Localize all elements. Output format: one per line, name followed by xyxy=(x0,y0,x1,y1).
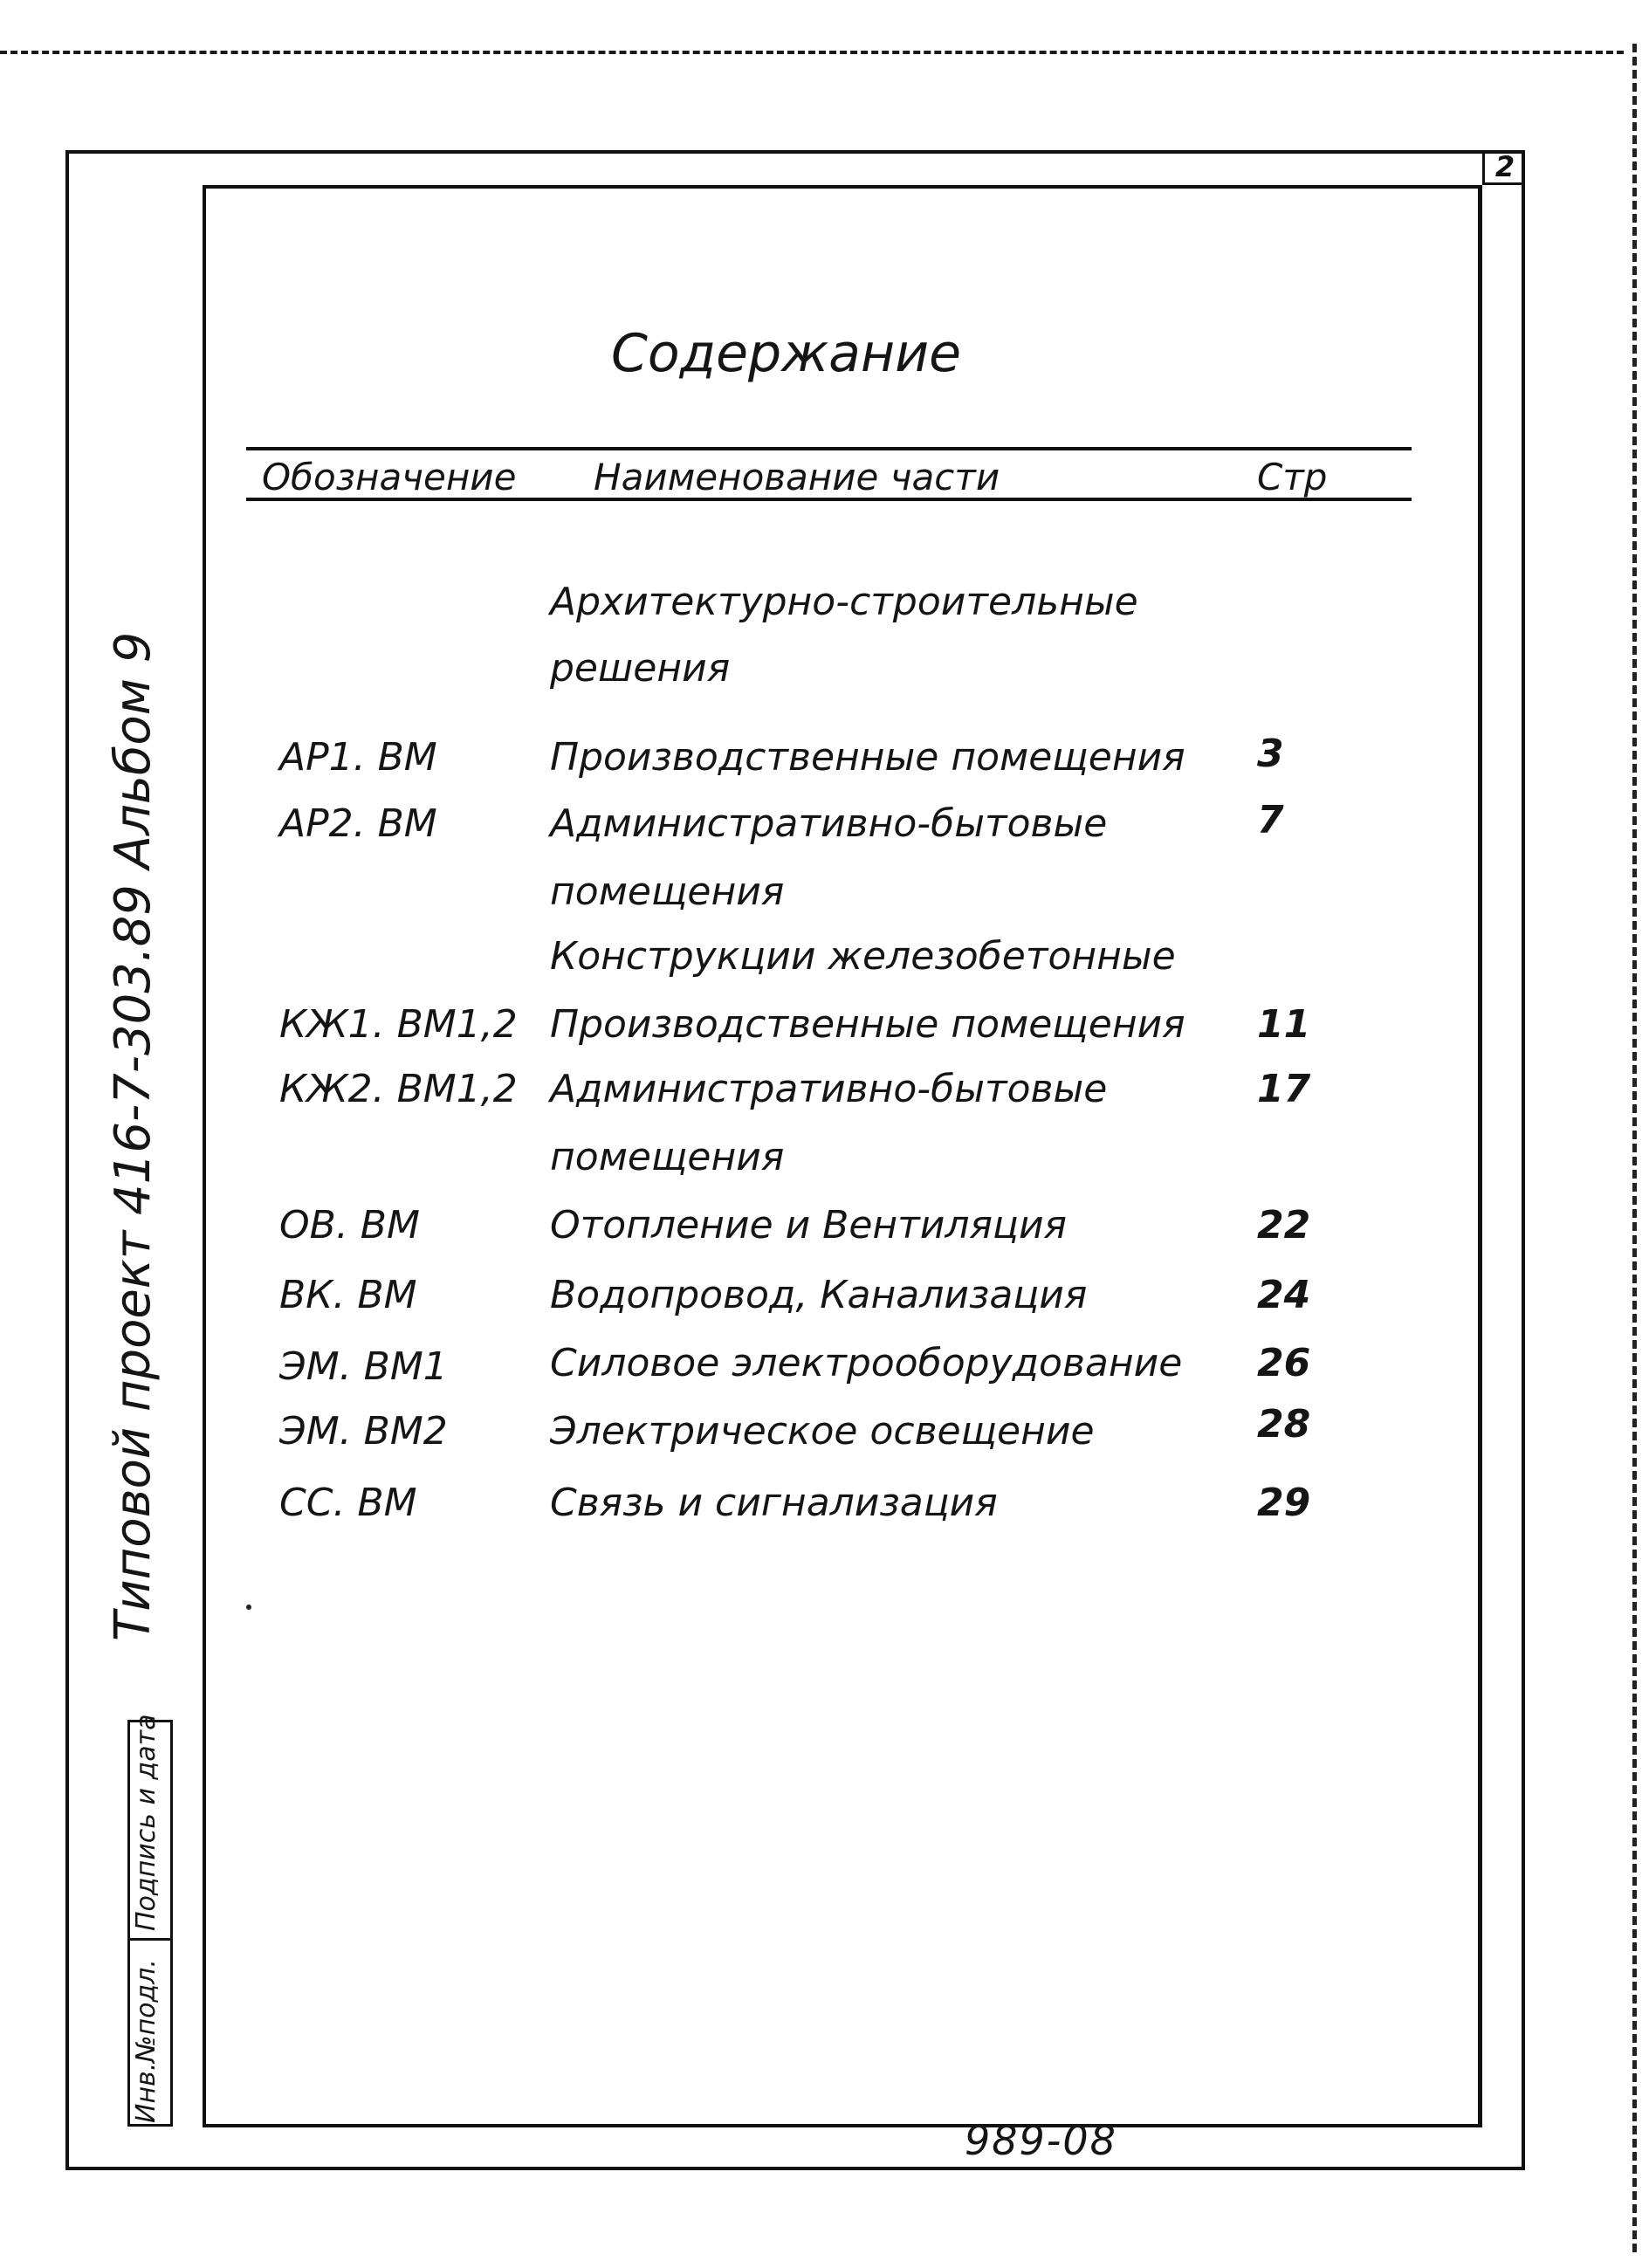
row-name: Административно-бытовые xyxy=(550,1067,1108,1111)
document-number: 989-08 xyxy=(965,2117,1117,2164)
row-name: Конструкции железобетонные xyxy=(550,934,1176,979)
row-code: КЖ1. ВМ1,2 xyxy=(279,1002,518,1047)
row-name: Электрическое освещение xyxy=(550,1409,1095,1454)
signature-label: Подпись и дата xyxy=(131,1714,161,1931)
page-title: Содержание xyxy=(611,323,962,384)
row-code: АР1. ВМ xyxy=(279,735,437,780)
row-name: Архитектурно-строительные xyxy=(550,580,1138,624)
row-code: ОВ. ВМ xyxy=(279,1203,420,1247)
row-name: Силовое электрооборудование xyxy=(550,1341,1183,1385)
row-page: 3 xyxy=(1257,732,1284,776)
row-name: решения xyxy=(550,646,731,691)
header-top-rule xyxy=(246,447,1412,450)
row-page: 29 xyxy=(1257,1481,1311,1525)
inventory-label: Инв.№подл. xyxy=(131,1959,161,2123)
row-name: Связь и сигнализация xyxy=(550,1481,998,1525)
row-name: Водопровод, Канализация xyxy=(550,1273,1088,1317)
row-name: помещения xyxy=(550,1135,785,1179)
row-page: 7 xyxy=(1257,798,1284,842)
side-project-label: Типовой проект 416-7-303.89 Альбом 9 xyxy=(105,631,161,1641)
row-name: помещения xyxy=(550,869,785,914)
row-name: Административно-бытовые xyxy=(550,801,1108,846)
header-page: Стр xyxy=(1257,456,1328,498)
row-name: Отопление и Вентиляция xyxy=(550,1203,1068,1247)
row-code: ЭМ. ВМ2 xyxy=(279,1409,448,1454)
header-name: Наименование части xyxy=(594,456,1000,498)
row-code: КЖ2. ВМ1,2 xyxy=(279,1067,518,1111)
row-code: СС. ВМ xyxy=(279,1481,417,1525)
scan-top-dashed-line xyxy=(0,51,1624,54)
scan-right-edge-line xyxy=(1632,44,1637,2252)
row-page: 11 xyxy=(1257,1002,1311,1047)
row-page: 22 xyxy=(1257,1203,1311,1247)
row-code: ВК. ВМ xyxy=(279,1273,417,1317)
page-number-box xyxy=(1482,150,1525,185)
header-designation: Обозначение xyxy=(262,456,517,498)
row-name: Производственные помещения xyxy=(550,735,1185,780)
row-page: 24 xyxy=(1257,1273,1311,1317)
row-name: Производственные помещения xyxy=(550,1002,1185,1047)
row-page: 17 xyxy=(1257,1067,1311,1111)
scan-dot xyxy=(246,1605,251,1610)
row-page: 26 xyxy=(1257,1341,1311,1385)
row-code: АР2. ВМ xyxy=(279,801,437,846)
page-number: 2 xyxy=(1494,149,1515,183)
row-page: 28 xyxy=(1257,1402,1311,1447)
signature-stamp-divider xyxy=(127,1938,173,1941)
row-code: ЭМ. ВМ1 xyxy=(279,1344,448,1389)
